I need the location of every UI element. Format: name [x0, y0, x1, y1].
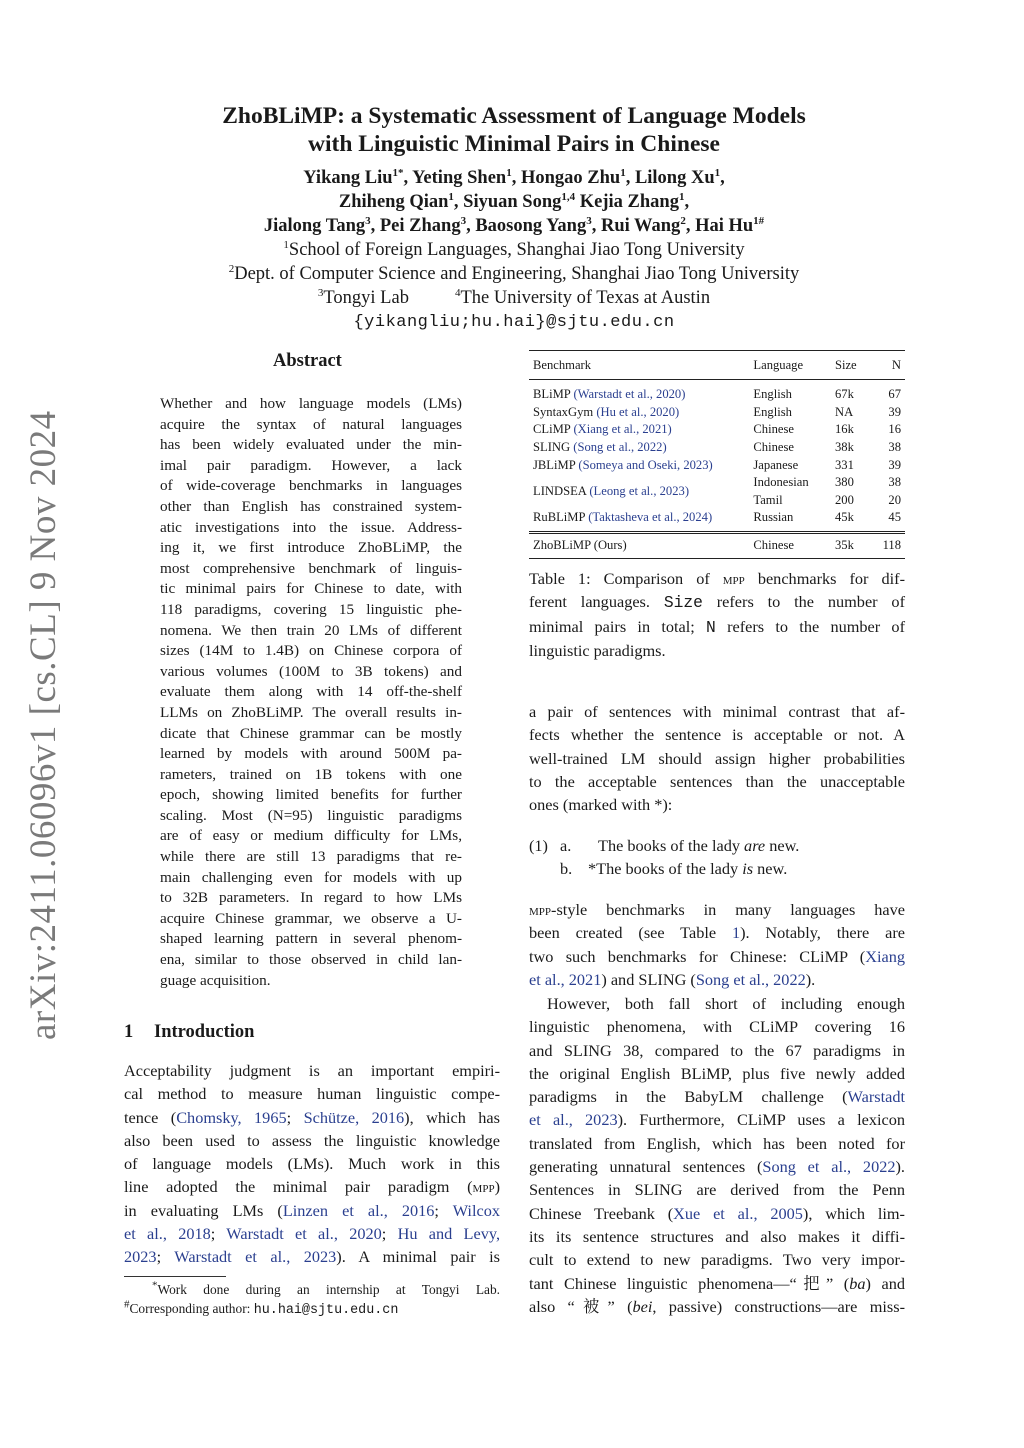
- text-line: a pair of sentences with minimal contrast that af-: [529, 702, 905, 721]
- text: Table 1: Comparison of: [529, 569, 723, 588]
- abstract-heading: Abstract: [273, 351, 342, 371]
- affil-sup: 3: [317, 286, 324, 299]
- citation-link[interactable]: et al., 2023: [529, 1110, 618, 1130]
- text: ): [494, 1177, 500, 1197]
- cell-size: 35k: [831, 532, 879, 558]
- table-row: [529, 456, 905, 474]
- author-sup: 1,4: [561, 190, 576, 203]
- cell-benchmark: [529, 474, 749, 509]
- footnote-2: [124, 1299, 500, 1320]
- cell-language: Chinese: [753, 440, 794, 455]
- abstract-line: scaling. Most (N=95) linguistic paradigms: [160, 806, 462, 824]
- author-sup: 1: [448, 190, 454, 203]
- cell-n: 38: [888, 440, 901, 455]
- footnote-text: Corresponding author:: [129, 1301, 254, 1316]
- abstract-line: of wide-coverage benchmarks in languages: [160, 477, 462, 495]
- affil-text: Tongyi Lab: [323, 288, 409, 308]
- citation-link[interactable]: et al., 2021: [529, 969, 602, 989]
- cell-language: Tamil: [753, 492, 783, 507]
- text: refers to the number of: [702, 592, 905, 612]
- abstract-line: ena, similar to those observed in child lan-: [160, 951, 462, 969]
- text-line: well-trained LM should assign higher probabilities: [529, 748, 905, 768]
- abstract-line: dicate that Chinese grammar can be mostly: [160, 724, 462, 742]
- text-line: translated from English, which has been noted for: [529, 1133, 905, 1153]
- affiliation-3-4: [150, 286, 878, 310]
- citation-link[interactable]: Warstadt: [847, 1087, 905, 1107]
- text-line: [124, 1245, 500, 1268]
- text: ferent languages.: [529, 592, 664, 612]
- text: ;: [381, 1224, 398, 1244]
- emphasis: bei: [632, 1296, 653, 1316]
- text: refers to the number of: [715, 616, 905, 636]
- citation-link[interactable]: Xiang: [865, 946, 905, 966]
- text-line: ones (marked with *):: [529, 795, 673, 815]
- text-line: [529, 1108, 905, 1131]
- abstract-line: Whether and how language models (LMs): [160, 395, 462, 412]
- citation-link[interactable]: (Taktasheva et al., 2024): [588, 510, 713, 525]
- author-sup: 3: [460, 214, 467, 227]
- text: also “被” (: [529, 1296, 633, 1316]
- benchmark-name: JBLiMP: [533, 457, 576, 472]
- text: ;: [210, 1224, 227, 1244]
- header-n: N: [879, 351, 905, 380]
- cell-size: 67k: [834, 387, 854, 402]
- cell-size: 331: [834, 457, 854, 472]
- text: ).: [805, 969, 816, 989]
- footnote-email[interactable]: hu.hai@sjtu.edu.cn: [253, 1303, 399, 1318]
- arxiv-stamp: arXiv:2411.06096v1 [cs.CL] 9 Nov 2024: [23, 410, 64, 1040]
- example-sentence: [588, 857, 787, 880]
- text: Chinese Treebank (: [529, 1203, 674, 1223]
- cell-language: Chinese: [753, 422, 794, 437]
- text-line: [529, 590, 905, 614]
- text: -style benchmarks in many languages have: [551, 900, 905, 919]
- size-term: Size: [663, 593, 703, 613]
- table-1: [529, 350, 905, 559]
- cell-benchmark: [529, 421, 749, 439]
- cell-language: English: [753, 404, 792, 419]
- text-line: [529, 1155, 905, 1178]
- paper-title-line-1: ZhoBLiMP: a Systematic Assessment of Language Models: [222, 103, 806, 129]
- text: new.: [753, 859, 788, 879]
- table-row: [529, 404, 905, 422]
- table-ref-link[interactable]: 1: [731, 923, 741, 943]
- emphasis: is: [742, 859, 754, 879]
- cell-language: Chinese: [749, 532, 831, 558]
- footnote-text: Work done during an internship at Tongyi Lab.: [157, 1282, 500, 1297]
- affiliation-2: [150, 262, 878, 286]
- citation-link[interactable]: et al., 2018: [124, 1224, 211, 1244]
- affil-sup: 4: [454, 286, 461, 299]
- affil-text: Dept. of Computer Science and Engineering, Shanghai Jiao Tong University: [234, 264, 800, 284]
- text: tence (: [124, 1107, 177, 1127]
- author-name: Rui Wang: [600, 216, 681, 236]
- benchmark-name: CLiMP: [533, 422, 571, 437]
- n-term: N: [706, 617, 716, 637]
- abstract-line: other than English has constrained system-: [160, 497, 462, 515]
- abstract-line: LLMs on ZhoBLiMP. The overall results in-: [160, 703, 462, 721]
- table-row: [529, 439, 905, 457]
- abstract-line: to 32B parameters. In regard to how LMs: [160, 889, 462, 907]
- section-title: Introduction: [154, 1022, 255, 1042]
- cell-n: 118: [879, 532, 905, 558]
- abstract-line: are of easy or medium difficulty for LMs,: [160, 827, 462, 845]
- contact-email[interactable]: {yikangliu;hu.hai}@sjtu.edu.cn: [353, 313, 675, 332]
- author-sup: 1*: [392, 166, 404, 179]
- text: ).: [895, 1157, 905, 1177]
- author-name: Siyuan Song: [463, 192, 562, 212]
- abstract-line: epoch, showing limited benefits for further: [160, 786, 462, 804]
- text-line: cal method to measure human linguistic compe-: [124, 1084, 500, 1104]
- citation-link[interactable]: Song et al., 2022: [762, 1157, 896, 1177]
- citation-link[interactable]: Wilcox: [452, 1200, 500, 1220]
- abstract-line: imal pair paradigm. However, a lack: [160, 456, 462, 474]
- text-line: However, both fall short of including enough: [547, 994, 905, 1013]
- abstract-line: guage acquisition.: [160, 971, 271, 989]
- text-line: its its sentence structures and also makes it diffi-: [529, 1226, 905, 1246]
- cell-n: 38: [888, 475, 901, 490]
- benchmark-name: SLING: [533, 440, 571, 455]
- citation-link[interactable]: Xue et al., 2005: [673, 1203, 803, 1223]
- text: in evaluating LMs (: [124, 1200, 283, 1220]
- footnote-mark: *: [152, 1279, 158, 1292]
- cell-n: 20: [888, 492, 901, 507]
- cell-language: Japanese: [753, 457, 799, 472]
- example-label: a.: [560, 836, 572, 855]
- table-row: [529, 509, 905, 532]
- author-line-1: Yikang Liu$^{1*}$, Yeting Shen$^1$, Hongao Zhu$^1$, Lilong Xu$^1$,: [303, 166, 725, 188]
- citation-link[interactable]: (Warstadt et al., 2020): [573, 387, 686, 402]
- benchmark-name: LINDSEA: [533, 484, 587, 499]
- text-line: Acceptability judgment is an important empiri-: [124, 1061, 500, 1080]
- text: ), which lim-: [802, 1203, 905, 1223]
- introduction-body: [124, 1059, 500, 1269]
- citation-link[interactable]: Song et al., 2022: [695, 969, 806, 989]
- cell-language: Indonesian: [753, 475, 809, 490]
- abstract-line: acquire the syntax of natural languages: [160, 415, 462, 433]
- right-paragraph-3: [529, 992, 905, 1318]
- text-line: to the acceptable sentences than the unacceptable: [529, 771, 905, 791]
- text-line: [124, 1222, 500, 1245]
- text-line: of language models (LMs). Much work in this: [124, 1154, 500, 1174]
- right-paragraph-2: [529, 898, 905, 991]
- section-number: 1: [124, 1022, 134, 1042]
- example-1: [529, 834, 905, 881]
- table-row: [529, 474, 905, 492]
- text: line adopted the minimal pair paradigm (: [124, 1177, 473, 1197]
- text: ;: [434, 1200, 453, 1220]
- text-line: [529, 1295, 905, 1318]
- footnote-mark: #: [124, 1298, 130, 1311]
- text-line: [529, 1202, 905, 1225]
- cell-benchmark: [529, 509, 749, 532]
- citation-link[interactable]: 2023: [124, 1247, 157, 1267]
- citation-link[interactable]: Chomsky, 1965: [176, 1107, 287, 1127]
- example-row-a: [529, 834, 905, 857]
- table-row: [529, 380, 905, 404]
- text: ). Furthermore, CLiMP uses a lexicon: [617, 1110, 905, 1130]
- table-body: [529, 380, 905, 533]
- text: new.: [765, 836, 800, 855]
- cell-size: 38k: [834, 440, 854, 455]
- abstract-line: shaped learning pattern in several phenom-: [160, 930, 462, 948]
- cell-n: 45: [888, 510, 901, 525]
- text: benchmarks for dif-: [744, 569, 905, 588]
- citation-link[interactable]: Linzen et al., 2016: [282, 1200, 435, 1220]
- author-sup: 1: [714, 166, 721, 179]
- example-row-b: [529, 857, 905, 880]
- cell-size: 16k: [834, 422, 854, 437]
- table-row-ours: [529, 532, 905, 558]
- abstract-line: most comprehensive benchmark of linguis-: [160, 559, 462, 577]
- abstract-body: [160, 394, 462, 991]
- author-name: Baosong Yang: [475, 216, 587, 236]
- cell-benchmark: [529, 456, 749, 474]
- text: been created (see Table: [529, 923, 732, 943]
- abstract-line: sizes (14M to 1.4B) on Chinese corpora of: [160, 642, 462, 660]
- text-line: [529, 567, 905, 590]
- author-sup: 1#: [753, 214, 765, 227]
- author-sup: 1: [678, 190, 685, 203]
- cell-benchmark: [529, 404, 749, 422]
- text: The books of the lady: [598, 836, 745, 855]
- affil-sup: 1: [283, 238, 289, 251]
- cell-benchmark: [529, 439, 749, 457]
- text: ), which has: [404, 1107, 500, 1127]
- cell-n: 39: [888, 404, 901, 419]
- author-line-3: Jialong Tang$^3$, Pei Zhang$^3$, Baosong Yang$^3$, Rui Wang$^2$, Hai $Hu^{1\#}$: [263, 214, 765, 236]
- text-line: [529, 921, 905, 944]
- abstract-line: acquire Chinese grammar, we observe a U-: [160, 909, 462, 927]
- cell-benchmark: ZhoBLiMP (Ours): [529, 532, 749, 558]
- abstract-line: atic investigations into the issue. Address-: [160, 518, 462, 536]
- emphasis: are: [744, 836, 766, 855]
- text-line: the original English BLiMP, plus five newly added: [529, 1063, 905, 1083]
- abstract-line: main challenging even for models with up: [160, 868, 462, 886]
- benchmark-table: [529, 350, 905, 559]
- example-number: (1): [529, 836, 548, 855]
- cell-language: English: [753, 387, 792, 402]
- abstract-line: tic minimal pairs for Chinese to date, with: [160, 580, 462, 598]
- text-line: [529, 1085, 905, 1108]
- cell-size: 45k: [834, 510, 854, 525]
- text: ) and: [865, 1273, 906, 1293]
- citation-link[interactable]: (Leong et al., 2023): [589, 484, 690, 499]
- benchmark-name: RuBLiMP: [533, 510, 586, 525]
- title-block: [150, 102, 878, 336]
- table-caption: [529, 567, 905, 662]
- text-line: also been used to assess the linguistic knowledge: [124, 1130, 500, 1150]
- benchmark-name: BLiMP: [533, 387, 571, 402]
- paper-title-line-2: with Linguistic Minimal Pairs in Chinese: [308, 131, 720, 157]
- section-heading-introduction: [124, 1022, 254, 1043]
- abstract-line: 118 paradigms, covering 15 linguistic phe-: [160, 600, 462, 618]
- author-name: Pei Zhang: [379, 216, 461, 236]
- text: ). Notably, there are: [740, 923, 905, 943]
- mpp-acronym: mpp: [472, 1177, 495, 1197]
- abstract-line: while there are still 13 paradigms that re-: [160, 848, 462, 866]
- table-row: [529, 421, 905, 439]
- abstract-line: rameters, trained on 1B tokens with one: [160, 765, 462, 783]
- cell-n: 67: [888, 387, 901, 402]
- cell-language: Russian: [753, 510, 794, 525]
- author-sup: 1: [506, 166, 512, 179]
- example-sentence: [598, 834, 799, 857]
- text-line: [124, 1106, 500, 1129]
- cell-benchmark: [529, 380, 749, 404]
- author-line-2: Zhiheng Qian$^1$, Siyuan Song$^{1,4}$ Kejia Zhang$^1$,: [338, 190, 690, 212]
- abstract-line: various volumes (100M to 3B tokens) and: [160, 662, 462, 680]
- text: tant Chinese linguistic phenomena—“把” (: [529, 1273, 850, 1293]
- author-name: Hai Hu: [695, 216, 754, 236]
- author-name: Yeting Shen: [412, 168, 507, 188]
- author-name: Yikang Liu: [303, 168, 393, 188]
- text: generating unnatural sentences (: [529, 1157, 763, 1177]
- mpp-acronym: mpp: [529, 900, 552, 919]
- author-name: Hongao Zhu: [520, 168, 621, 188]
- text-line: [529, 1272, 905, 1295]
- author-sup: 1: [620, 166, 626, 179]
- text-line: linguistic paradigms.: [529, 640, 666, 660]
- header-language: Language: [749, 351, 831, 380]
- mpp-acronym: mpp: [722, 569, 745, 588]
- footnotes: [124, 1280, 500, 1320]
- text: ). A minimal pair is: [336, 1247, 500, 1267]
- footnote-rule: [124, 1276, 226, 1277]
- cell-n: 16: [888, 422, 901, 437]
- text-line: linguistic phenomena, with CLiMP covering 16: [529, 1017, 905, 1037]
- text: *The books of the lady: [588, 859, 743, 879]
- author-name: Kejia Zhang: [579, 192, 679, 212]
- header-benchmark: Benchmark: [529, 351, 749, 380]
- cell-size: NA: [834, 404, 854, 419]
- author-name: Zhiheng Qian: [338, 192, 449, 212]
- citation-link[interactable]: Schütze, 2016: [303, 1107, 405, 1127]
- citation-link[interactable]: Warstadt et al., 2020: [226, 1224, 382, 1244]
- text: ) and SLING (: [601, 969, 696, 989]
- right-paragraph-1: [529, 700, 905, 816]
- benchmark-name: SyntaxGym: [533, 404, 594, 419]
- citation-link[interactable]: (Xiang et al., 2021): [573, 422, 672, 437]
- text-line: [124, 1199, 500, 1222]
- citation-link[interactable]: (Hu et al., 2020): [596, 404, 680, 419]
- footnote-1: [124, 1280, 500, 1299]
- text: two such benchmarks for Chinese: CLiMP (: [529, 946, 866, 966]
- table-header-row: [529, 351, 905, 380]
- text-line: fects whether the sentence is acceptable or not. A: [529, 725, 905, 745]
- text-line: [529, 615, 905, 639]
- cell-n: 39: [888, 457, 901, 472]
- abstract-line: evaluate them along with 14 off-the-shelf: [160, 683, 462, 701]
- text: paradigms in the BabyLM challenge (: [529, 1087, 848, 1107]
- example-label: b.: [560, 859, 573, 879]
- cell-size: 200: [834, 492, 854, 507]
- text: , passive) constructions—are miss-: [652, 1296, 906, 1316]
- text: minimal pairs in total;: [529, 616, 707, 636]
- text-line: [529, 898, 905, 921]
- emphasis: ba: [849, 1273, 866, 1293]
- citation-link[interactable]: Hu and Levy,: [397, 1224, 501, 1244]
- header-size: Size: [831, 351, 879, 380]
- citation-link[interactable]: (Someya and Oseki, 2023): [578, 457, 713, 472]
- text: ;: [156, 1247, 175, 1267]
- affil-sup: 2: [228, 262, 235, 275]
- author-name: Jialong Tang: [263, 216, 366, 236]
- author-name: Lilong Xu: [634, 168, 715, 188]
- author-sup: 3: [586, 214, 592, 227]
- citation-link[interactable]: (Song et al., 2022): [573, 440, 667, 455]
- abstract-line: has been widely evaluated under the min-: [160, 436, 462, 454]
- text-line: [124, 1175, 500, 1198]
- cell-size: 380: [834, 475, 854, 490]
- text-line: and SLING 38, compared to the 67 paradigms in: [529, 1040, 905, 1060]
- author-sup: 3: [365, 214, 371, 227]
- citation-link[interactable]: Warstadt et al., 2023: [174, 1247, 337, 1267]
- author-sup: 2: [680, 214, 686, 227]
- abstract-line: ing it, we first introduce ZhoBLiMP, the: [160, 539, 462, 557]
- text-line: [529, 968, 905, 991]
- affil-text: School of Foreign Languages, Shanghai Jiao Tong University: [288, 240, 745, 260]
- text-line: cult to extend to new paradigms. Two very impor-: [529, 1250, 905, 1270]
- text: ;: [286, 1107, 304, 1127]
- abstract-line: learned by models with around 500M pa-: [160, 745, 462, 763]
- text-line: [529, 945, 905, 968]
- affiliation-1: [150, 238, 878, 262]
- abstract-line: nomena. We then train 20 LMs of different: [160, 621, 462, 639]
- text-line: Sentences in SLING are derived from the Penn: [529, 1180, 905, 1200]
- affil-text: The University of Texas at Austin: [460, 288, 711, 308]
